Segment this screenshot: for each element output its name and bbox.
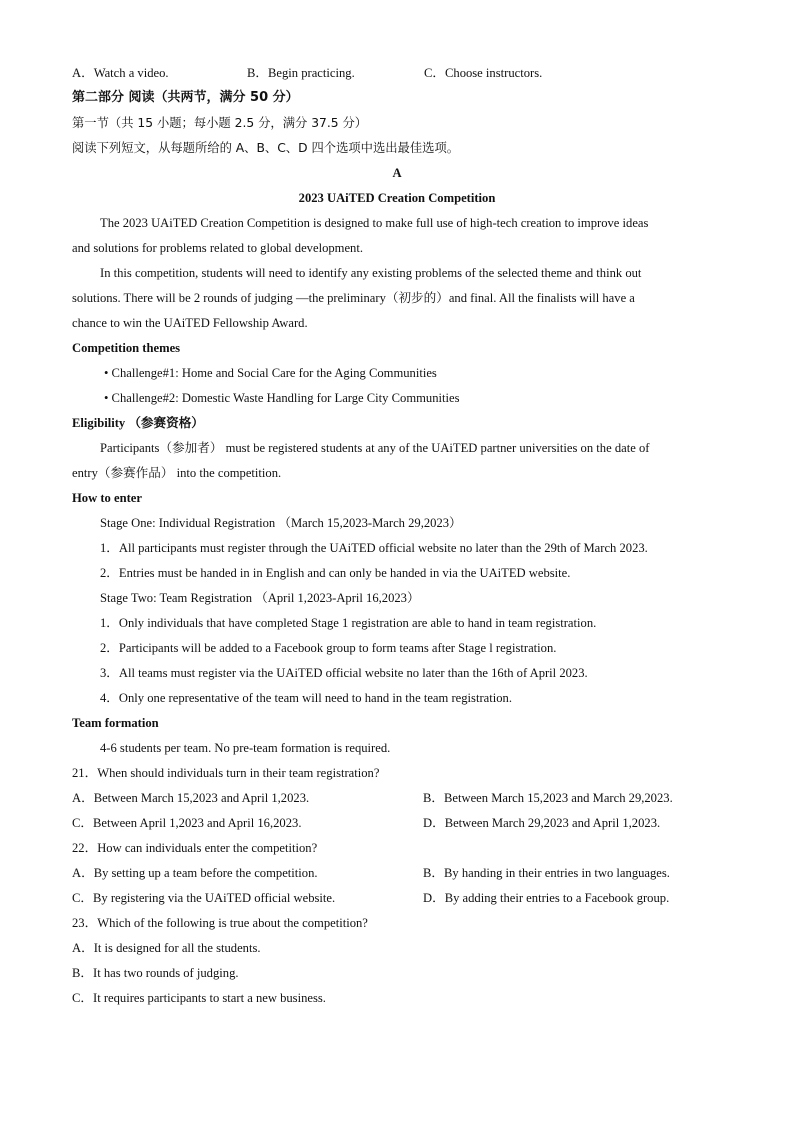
option-c: C．By registering via the UAiTED official website. xyxy=(72,891,336,905)
team-formation-heading: Team formation xyxy=(72,716,159,730)
paragraph-line: In this competition, students will need to identify any existing problems of the selected theme and think out xyxy=(100,266,642,280)
option-c: C．Choose instructors. xyxy=(424,66,543,80)
option-d: D．By adding their entries to a Facebook group. xyxy=(423,891,670,905)
option-b: B．By handing in their entries in two languages. xyxy=(423,866,670,880)
question-21-stem: 21．When should individuals turn in their team registration? xyxy=(72,766,380,780)
stage-one-item: 1．All participants must register through the UAiTED official website no later than the 29th of March 2023. xyxy=(100,541,648,555)
theme-item: • Challenge#2: Domestic Waste Handling for Large City Communities xyxy=(104,391,460,405)
paragraph-line: entry（参赛作品） into the competition. xyxy=(72,466,282,480)
reading-instruction: 阅读下列短文，从每题所给的 A、B、C、D 四个选项中选出最佳选项。 xyxy=(72,141,460,155)
theme-item: • Challenge#1: Home and Social Care for the Aging Communities xyxy=(104,366,437,380)
eligibility-heading: Eligibility （参赛资格） xyxy=(72,416,204,430)
passage-title: 2023 UAiTED Creation Competition xyxy=(298,191,496,205)
option-a: A．By setting up a team before the competition. xyxy=(72,866,318,880)
paragraph-line: Participants（参加者） must be registered students at any of the UAiTED partner universities on the date of xyxy=(100,441,650,455)
option-c: C．It requires participants to start a new business. xyxy=(72,991,326,1005)
question-23-stem: 23．Which of the following is true about the competition? xyxy=(72,916,368,930)
team-formation-text: 4-6 students per team. No pre-team formation is required. xyxy=(100,741,391,755)
stage-two-item: 3．All teams must register via the UAiTED official website no later than the 16th of April 2023. xyxy=(100,666,588,680)
stage-two-item: 4．Only one representative of the team will need to hand in the team registration. xyxy=(100,691,512,705)
part2-heading: 第二部分 阅读（共两节，满分 50 分） xyxy=(72,90,299,105)
option-a: A．Watch a video. xyxy=(72,66,169,80)
paragraph-line: chance to win the UAiTED Fellowship Award. xyxy=(72,316,308,330)
option-a: A．Between March 15,2023 and April 1,2023. xyxy=(72,791,310,805)
option-d: D．Between March 29,2023 and April 1,2023. xyxy=(423,816,661,830)
option-b: B．Begin practicing. xyxy=(247,66,355,80)
option-b: B．Between March 15,2023 and March 29,2023. xyxy=(423,791,673,805)
stage-one-item: 2．Entries must be handed in in English and can only be handed in via the UAiTED website. xyxy=(100,566,571,580)
paragraph-line: solutions. There will be 2 rounds of judging —the preliminary（初步的）and final. All the finalists will have a xyxy=(72,291,635,305)
section1-heading: 第一节（共 15 小题；每小题 2.5 分，满分 37.5 分） xyxy=(72,116,368,130)
stage-two-heading: Stage Two: Team Registration （April 1,2023-April 16,2023） xyxy=(100,591,420,605)
themes-heading: Competition themes xyxy=(72,341,181,355)
how-to-enter-heading: How to enter xyxy=(72,491,142,505)
paragraph-line: The 2023 UAiTED Creation Competition is designed to make full use of high-tech creation to improve ideas xyxy=(100,216,649,230)
option-b: B．It has two rounds of judging. xyxy=(72,966,239,980)
stage-two-item: 1．Only individuals that have completed Stage 1 registration are able to hand in team registration. xyxy=(100,616,597,630)
stage-one-heading: Stage One: Individual Registration （March 15,2023-March 29,2023） xyxy=(100,516,462,530)
option-a: A．It is designed for all the students. xyxy=(72,941,261,955)
question-22-stem: 22．How can individuals enter the competition? xyxy=(72,841,318,855)
paragraph-line: and solutions for problems related to global development. xyxy=(72,241,363,255)
stage-two-item: 2．Participants will be added to a Facebook group to form teams after Stage l registration. xyxy=(100,641,557,655)
option-c: C．Between April 1,2023 and April 16,2023. xyxy=(72,816,302,830)
passage-letter: A xyxy=(392,166,402,180)
